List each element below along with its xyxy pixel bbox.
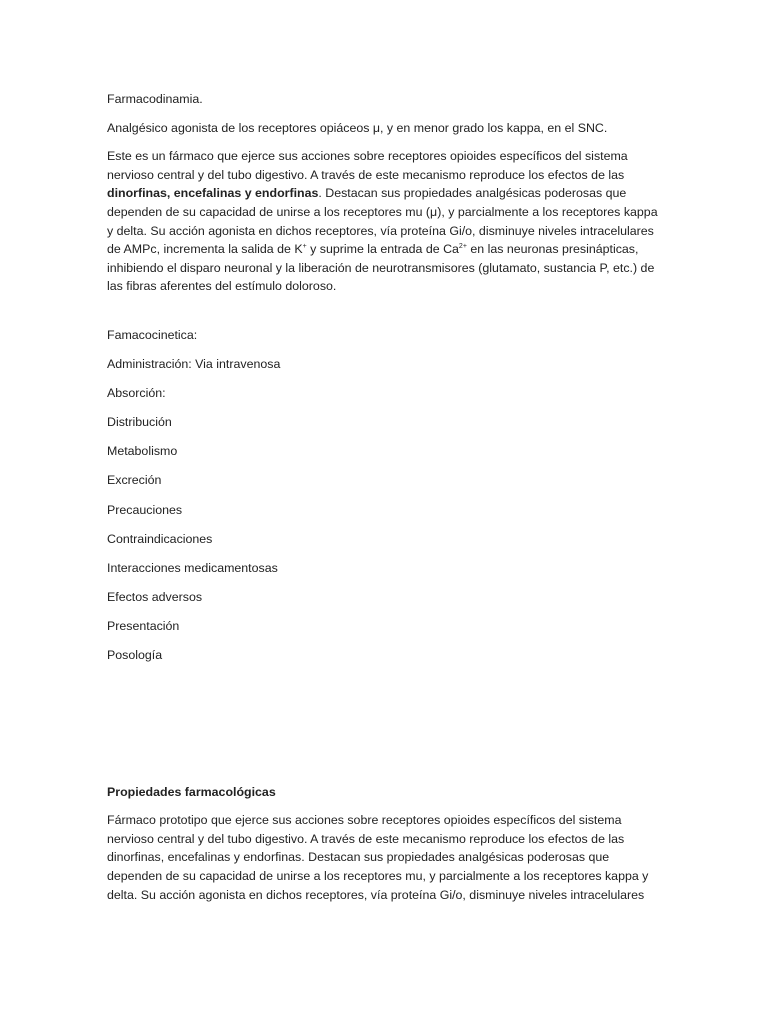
list-item: Efectos adversos: [107, 589, 203, 604]
potassium-superscript: +: [302, 243, 307, 251]
list-item: Presentación: [107, 618, 180, 633]
mechanism-text-4: en las neuronas presinápticas, inhibiendo el disparo neuronal y la liberación de neurotransmisores (glutamato, sustancia P, etc.) de las fibras aferentes del estímulo doloroso.: [107, 242, 655, 294]
list-item: Excreción: [107, 473, 162, 488]
list-item: Distribución: [107, 415, 172, 430]
list-item: Posología: [107, 647, 163, 662]
list-item: Interacciones medicamentosas: [107, 560, 278, 575]
list-item: Metabolismo: [107, 444, 178, 459]
list-item: Absorción:: [107, 386, 166, 401]
section-title-farmacocinetica: Famacocinetica:: [107, 327, 198, 342]
properties-paragraph: Fármaco prototipo que ejerce sus acciones sobre receptores opioides específicos del sistema nervioso central y del tubo digestivo. A través de este mecanismo reproduce los efectos de las dinorfinas, encefalinas y endorfinas. Destacan sus propiedades analgésicas poderosas que dependen de su capacidad de unirse a los receptores mu, y parcialmente a los receptores kappa y delta. Su acción agonista en dichos receptores, vía proteína Gi/o, disminuye niveles intracelulares: [107, 813, 649, 902]
list-item: Precauciones: [107, 502, 183, 517]
mechanism-paragraph: [107, 147, 660, 296]
mechanism-text-1: Este es un fármaco que ejerce sus acciones sobre receptores opioides específicos del sistema nervioso central y del tubo digestivo. A través de este mecanismo reproduce los efectos de las: [107, 149, 628, 182]
section-title-propiedades: Propiedades farmacológicas: [107, 784, 276, 799]
list-item: Administración: Via intravenosa: [107, 357, 281, 372]
summary-paragraph: Analgésico agonista de los receptores opiáceos μ, y en menor grado los kappa, en el SNC.: [107, 120, 608, 135]
document-content: [107, 90, 660, 904]
mechanism-text-3: y suprime la entrada de Ca: [306, 242, 459, 257]
list-item: Contraindicaciones: [107, 531, 213, 546]
calcium-superscript: 2+: [458, 243, 467, 251]
section-title-farmacodinamia: Farmacodinamia.: [107, 92, 203, 106]
mechanism-text-2: . Destacan sus propiedades analgésicas poderosas que dependen de su capacidad de unirse a los receptores mu (μ), y parcialmente a los receptores kappa y delta. Su acción agonista en dichos receptores, vía proteína Gi/o, disminuye niveles intracelulares de AMPc, incrementa la salida de K: [107, 186, 658, 257]
mechanism-bold-text: dinorfinas, encefalinas y endorfinas: [107, 186, 319, 201]
